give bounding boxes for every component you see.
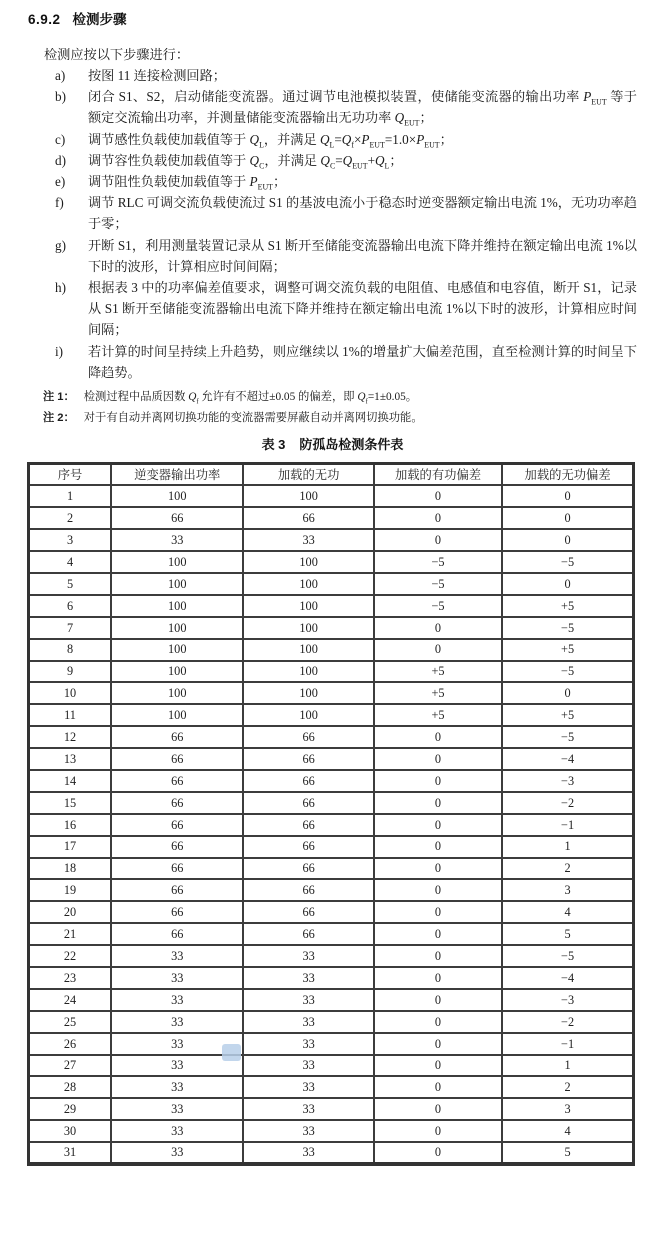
table-row (29, 529, 634, 551)
table-row (29, 1142, 634, 1164)
table-cell: 0 (374, 879, 502, 901)
step-item-i (55, 341, 637, 383)
table-cell: 0 (374, 1011, 502, 1033)
table-row (29, 1033, 634, 1055)
table-cell: 100 (243, 617, 373, 639)
math-variable: Q (319, 131, 330, 147)
table-cell: 100 (243, 704, 373, 726)
table-cell: 33 (111, 1011, 243, 1033)
math-subscript: EUT (591, 97, 607, 107)
table-title (28, 436, 637, 453)
table-cell: 1 (29, 485, 112, 507)
table-cell: 66 (243, 814, 373, 836)
table-row (29, 617, 634, 639)
table-cell: 19 (29, 879, 112, 901)
table-cell: 100 (111, 551, 243, 573)
table-cell: 33 (111, 989, 243, 1011)
table-cell: −5 (502, 617, 633, 639)
table-cell: 66 (111, 748, 243, 770)
table-row (29, 639, 634, 661)
table-cell: 100 (243, 595, 373, 617)
step-label: f) (55, 195, 64, 211)
note-label: 注 1： (43, 391, 75, 404)
step-label: i) (55, 343, 64, 359)
table-cell: 12 (29, 726, 112, 748)
math-subscript: f (351, 140, 354, 150)
table-cell: 66 (111, 923, 243, 945)
step-item-d (55, 150, 637, 171)
math-subscript: C (329, 161, 336, 171)
table-cell: 0 (502, 485, 633, 507)
table-cell: 4 (29, 551, 112, 573)
table-cell: 33 (111, 1033, 243, 1055)
step-label: d) (55, 152, 66, 168)
math-subscript: f (196, 398, 199, 406)
table-cell: 0 (374, 923, 502, 945)
table-cell: 0 (502, 507, 633, 529)
table-cell: 0 (374, 836, 502, 858)
table-cell: 21 (29, 923, 112, 945)
table-cell: 1 (502, 1055, 633, 1077)
math-variable: Q (342, 152, 353, 168)
table-cell: 28 (29, 1076, 112, 1098)
table-cell: 15 (29, 792, 112, 814)
table-cell: 11 (29, 704, 112, 726)
table-cell: 24 (29, 989, 112, 1011)
table-row (29, 814, 634, 836)
step-text: 调节 RLC 可调交流负载使流过 S1 的基波电流小于稳态时逆变器额定输出电流 1%，无功功率趋于零； (88, 195, 637, 232)
table-row (29, 1055, 634, 1077)
step-text: 调节感性负载使加载值等于 $Q_L$，并满足 $Q_L=Q_f\times P_{EUT}=1.0\times P_{EUT}$； (88, 131, 453, 150)
table-cell: 0 (374, 967, 502, 989)
table-cell: 33 (243, 945, 373, 967)
table-cell: 33 (243, 989, 373, 1011)
step-label: a) (55, 68, 66, 83)
math-subscript: EUT (352, 161, 368, 171)
table-row (29, 748, 634, 770)
intro-text: 检测应按以下步骤进行： (44, 47, 190, 62)
table-row (29, 661, 634, 683)
table-cell: 0 (374, 858, 502, 880)
math-variable: Q (320, 152, 330, 168)
column-header: 序号 (29, 464, 112, 486)
table-cell: 1 (502, 836, 633, 858)
step-text: 开断 S1，利用测量装置记录从 S1 断开至储能变流器输出电流下降并维持在额定输出电流 1%以下时的波形，计算相应时间间隔； (88, 237, 637, 274)
table-cell: 0 (502, 529, 633, 551)
table-cell: 66 (243, 836, 373, 858)
step-text: 闭合 S1、S2，启动储能变流器。通过调节电池模拟装置，使储能变流器的输出功率 $P_{EUT}$ 等于额定交流输出功率，并测量储能变流器输出无功功率 $Q_{EUT}$； (88, 89, 637, 129)
math-subscript: f (365, 398, 368, 406)
table-cell: 3 (502, 1098, 633, 1120)
table-cell: 0 (374, 989, 502, 1011)
math-variable: Q (375, 152, 385, 168)
table-cell: 33 (243, 529, 373, 551)
table-cell: 0 (374, 748, 502, 770)
table-cell: −4 (502, 967, 633, 989)
step-label: h) (55, 280, 66, 296)
conditions-table (27, 462, 635, 1166)
table-cell: 66 (111, 770, 243, 792)
table-cell: 2 (502, 858, 633, 880)
table-cell: 33 (111, 1142, 243, 1164)
table-cell: 0 (374, 945, 502, 967)
table-row (29, 485, 634, 507)
table-cell: 66 (243, 507, 373, 529)
column-header: 加载的无功 (243, 464, 373, 486)
math-variable: Q (249, 131, 260, 147)
table-cell: 14 (29, 770, 112, 792)
table-caption: 防孤岛检测条件表 (299, 437, 404, 453)
table-cell: 5 (502, 923, 633, 945)
math-subscript: L (329, 140, 335, 150)
table-cell: 66 (243, 726, 373, 748)
table-cell: 0 (502, 573, 633, 595)
table-row (29, 1011, 634, 1033)
math-variable: Q (357, 391, 366, 404)
table-cell: −2 (502, 1011, 633, 1033)
table-cell: 3 (502, 879, 633, 901)
step-text: 按图 11 连接检测回路； (88, 68, 226, 83)
table-cell: 100 (111, 573, 243, 595)
table-cell: 33 (243, 967, 373, 989)
math-variable: P (361, 131, 370, 147)
table-row (29, 726, 634, 748)
table-cell: 100 (243, 661, 373, 683)
table-cell: 100 (243, 682, 373, 704)
table-cell: 25 (29, 1011, 112, 1033)
math-subscript: L (259, 140, 264, 150)
table-cell: 33 (111, 1098, 243, 1120)
table-cell: 66 (111, 879, 243, 901)
table-row (29, 836, 634, 858)
table-cell: 27 (29, 1055, 112, 1077)
note-text: 检测过程中品质因数 $Q_f$ 允许有不超过±0.05 的偏差，即 $Q_f=1\pm 0.05$。 (83, 391, 418, 406)
table-cell: +5 (502, 595, 633, 617)
table-cell: 33 (111, 945, 243, 967)
table-cell: 33 (111, 1076, 243, 1098)
step-item-a (55, 65, 637, 86)
step-text: 若计算的时间呈持续上升趋势，则应继续以 1%的增量扩大偏差范围，直至检测计算的时间呈下降趋势。 (88, 343, 637, 380)
table-cell: −5 (502, 726, 633, 748)
table-cell: 13 (29, 748, 112, 770)
table-cell: 29 (29, 1098, 112, 1120)
table-cell: 3 (29, 529, 112, 551)
math-variable: P (583, 89, 592, 105)
table-cell: 0 (374, 507, 502, 529)
table-cell: 33 (111, 967, 243, 989)
table-cell: 33 (243, 1033, 373, 1055)
table-cell: +5 (374, 704, 502, 726)
math-variable: Q (394, 110, 405, 126)
note-text: 对于有自动并离网切换功能的变流器需要屏蔽自动并离网切换功能。 (83, 412, 423, 425)
math-variable: P (416, 131, 425, 147)
math-variable: P (249, 174, 258, 190)
table-cell: 0 (374, 639, 502, 661)
table-cell: +5 (502, 639, 633, 661)
table-cell: 20 (29, 901, 112, 923)
table-cell: 0 (374, 901, 502, 923)
section-number: 6.9.2 (28, 12, 61, 27)
table-cell: 5 (29, 573, 112, 595)
math-variable: Q (249, 152, 260, 168)
step-text: 根据表 3 中的功率偏差值要求，调整可调交流负载的电阻值、电感值和电容值，断开 S1，记录从 S1 断开至储能变流器输出电流下降并维持在额定输出电流 1%以下时的波形，计算相应时间间隔； (88, 280, 637, 338)
table-row (29, 945, 634, 967)
table-cell: 66 (111, 836, 243, 858)
table-cell: 0 (374, 770, 502, 792)
table-cell: 66 (243, 748, 373, 770)
table-cell: −2 (502, 792, 633, 814)
table-cell: 33 (243, 1076, 373, 1098)
table-cell: +5 (374, 682, 502, 704)
table-cell: 33 (111, 1120, 243, 1142)
table-cell: 6 (29, 595, 112, 617)
table-cell: 10 (29, 682, 112, 704)
step-label: c) (55, 131, 66, 147)
table-cell: 5 (502, 1142, 633, 1164)
table-cell: 23 (29, 967, 112, 989)
table-row (29, 967, 634, 989)
table-cell: 100 (243, 551, 373, 573)
table-row (29, 704, 634, 726)
math-subscript: EUT (369, 140, 385, 150)
table-cell: 0 (374, 792, 502, 814)
table-cell: 31 (29, 1142, 112, 1164)
table-cell: 100 (243, 485, 373, 507)
table-cell: 66 (243, 923, 373, 945)
table-cell: −5 (502, 945, 633, 967)
table-cell: 0 (374, 1142, 502, 1164)
math-subscript: EUT (257, 182, 273, 192)
step-text: 调节容性负载使加载值等于 $Q_C$，并满足 $Q_C=Q_{EUT}+Q_L$； (88, 152, 403, 171)
table-number: 表 3 (261, 437, 286, 453)
table-cell: −1 (502, 1033, 633, 1055)
table-cell: 2 (502, 1076, 633, 1098)
table-cell: 33 (243, 1011, 373, 1033)
table-cell: 33 (111, 1055, 243, 1077)
table-cell: 66 (111, 858, 243, 880)
table-cell: −3 (502, 770, 633, 792)
table-cell: 66 (111, 901, 243, 923)
table-cell: 22 (29, 945, 112, 967)
step-item-c (55, 129, 637, 150)
step-item-g (55, 235, 637, 277)
section-title: 检测步骤 (72, 12, 127, 27)
table-cell: 17 (29, 836, 112, 858)
table-row (29, 770, 634, 792)
table-cell: −4 (502, 748, 633, 770)
table-cell: 2 (29, 507, 112, 529)
table-row (29, 1076, 634, 1098)
table-cell: 9 (29, 661, 112, 683)
table-cell: 0 (374, 726, 502, 748)
table-cell: 66 (111, 726, 243, 748)
table-cell: 0 (374, 617, 502, 639)
note-item (43, 408, 637, 429)
table-cell: 16 (29, 814, 112, 836)
table-cell: 0 (374, 529, 502, 551)
table-cell: 100 (111, 639, 243, 661)
table-row (29, 858, 634, 880)
table-row (29, 923, 634, 945)
table-cell: 33 (243, 1098, 373, 1120)
math-subscript: EUT (404, 119, 420, 129)
column-header: 加载的无功偏差 (502, 464, 633, 486)
table-cell: 18 (29, 858, 112, 880)
table-cell: 33 (243, 1120, 373, 1142)
table-row (29, 551, 634, 573)
table-cell: 33 (111, 529, 243, 551)
table-cell: 100 (111, 704, 243, 726)
table-cell: 8 (29, 639, 112, 661)
steps-list (55, 65, 637, 383)
table-cell: 0 (374, 814, 502, 836)
section-heading (28, 12, 637, 28)
table-cell: −5 (502, 551, 633, 573)
step-label: b) (55, 89, 66, 105)
table-cell: 33 (243, 1055, 373, 1077)
note-label: 注 2： (43, 412, 75, 425)
table-cell: 66 (111, 507, 243, 529)
step-item-b (55, 86, 637, 128)
table-cell: 100 (111, 485, 243, 507)
table-cell: 0 (374, 485, 502, 507)
math-variable: Q (341, 131, 352, 147)
step-label: e) (55, 174, 66, 190)
column-header: 加载的有功偏差 (374, 464, 502, 486)
table-row (29, 573, 634, 595)
table-cell: 66 (243, 792, 373, 814)
watermark-badge (222, 1044, 241, 1061)
table-cell: −3 (502, 989, 633, 1011)
table-row (29, 901, 634, 923)
table-cell: −5 (374, 551, 502, 573)
table-row (29, 1098, 634, 1120)
table-cell: +5 (374, 661, 502, 683)
table-cell: −5 (374, 595, 502, 617)
math-subscript: L (384, 161, 390, 171)
note-item (43, 387, 637, 408)
table-cell: −5 (502, 661, 633, 683)
table-cell: 66 (243, 770, 373, 792)
table-cell: 100 (111, 595, 243, 617)
table-cell: 100 (243, 639, 373, 661)
table-cell: 66 (111, 814, 243, 836)
table-cell: 100 (111, 617, 243, 639)
table-row (29, 507, 634, 529)
table-row (29, 595, 634, 617)
table-cell: 66 (243, 858, 373, 880)
table-row (29, 1120, 634, 1142)
table-cell: 100 (111, 682, 243, 704)
step-item-e (55, 171, 637, 192)
table-cell: 30 (29, 1120, 112, 1142)
table-cell: 100 (243, 573, 373, 595)
table-cell: −1 (502, 814, 633, 836)
table-cell: 66 (243, 901, 373, 923)
table-cell: −5 (374, 573, 502, 595)
table-row (29, 989, 634, 1011)
step-item-f (55, 192, 637, 234)
table-cell: 7 (29, 617, 112, 639)
table-cell: +5 (502, 704, 633, 726)
table-cell: 0 (374, 1098, 502, 1120)
table-cell: 33 (243, 1142, 373, 1164)
table-cell: 26 (29, 1033, 112, 1055)
table-cell: 0 (502, 682, 633, 704)
table-cell: 4 (502, 1120, 633, 1142)
step-item-h (55, 277, 637, 341)
table-cell: 100 (111, 661, 243, 683)
table-header-row (29, 464, 634, 486)
table-row (29, 682, 634, 704)
table-cell: 0 (374, 1076, 502, 1098)
step-text: 调节阻性负载使加载值等于 $P_{EUT}$； (88, 174, 287, 192)
math-variable: Q (188, 391, 197, 404)
math-subscript: EUT (424, 140, 440, 150)
column-header: 逆变器输出功率 (111, 464, 243, 486)
table-cell: 66 (111, 792, 243, 814)
table-row (29, 792, 634, 814)
table-row (29, 879, 634, 901)
table-cell: 0 (374, 1120, 502, 1142)
notes-list (43, 387, 637, 429)
step-label: g) (55, 237, 66, 253)
table-cell: 0 (374, 1055, 502, 1077)
table-cell: 4 (502, 901, 633, 923)
table-cell: 0 (374, 1033, 502, 1055)
math-subscript: C (259, 161, 265, 171)
table-cell: 66 (243, 879, 373, 901)
